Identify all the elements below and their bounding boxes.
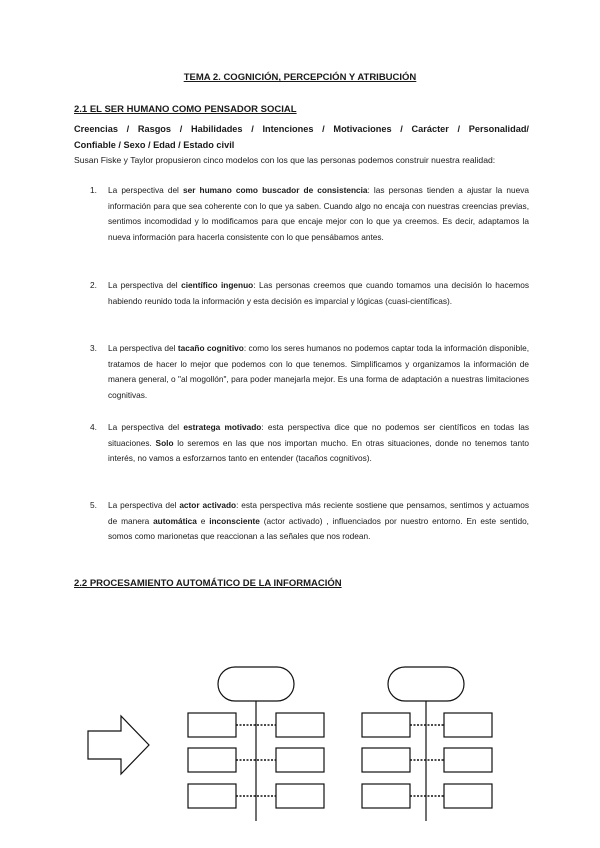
emphasis: inconsciente — [209, 515, 260, 526]
emphasis: actor activado — [179, 500, 237, 510]
left-tree-box — [188, 748, 236, 772]
emphasis: estratega motivado — [183, 422, 262, 432]
emphasis: tacaño cognitivo — [177, 343, 244, 353]
diagram-strokes — [88, 667, 492, 821]
list-text: La perspectiva del actor activado: esta perspectiva más reciente sostiene que pensamos, sentimos y actuamos de manera automática e inconsciente (actor activado) , influenciados por nuestro entorno. En este sentido, somos como marionetas que reaccionan a las señales que nos rodean. — [108, 500, 529, 542]
emphasis: ser humano como buscador de consistencia — [182, 185, 368, 195]
left-root-node — [218, 667, 294, 701]
left-tree-box — [188, 784, 236, 808]
list-text: La perspectiva del tacaño cognitivo: como los seres humanos no podemos captar toda la información disponible, tratamos de hacer lo mejor que podemos con lo que tenemos. Simplificamos y organizamos la información de manera general, o "al mogollón", para poder manejarla mejor. Es una forma de adaptación a nuestras limitaciones cognitivas. — [108, 343, 530, 400]
page-title: TEMA 2. COGNICIÓN, PERCEPCIÓN Y ATRIBUCIÓN — [183, 72, 417, 83]
right-tree-box — [444, 713, 492, 737]
concept-list-line-2: Confiable / Sexo / Edad / Estado civil — [74, 140, 235, 150]
right-root-node — [388, 667, 464, 701]
list-number: 1. — [90, 185, 97, 195]
list-item — [74, 498, 529, 545]
left-tree-box — [276, 713, 324, 737]
section-heading-2-2: 2.2 PROCESAMIENTO AUTOMÁTICO DE LA INFORMACIÓN — [74, 578, 342, 589]
right-tree-box — [362, 713, 410, 737]
section-heading-2-1: 2.1 EL SER HUMANO COMO PENSADOR SOCIAL — [74, 104, 297, 115]
list-number: 4. — [90, 422, 97, 432]
left-tree-box — [276, 784, 324, 808]
list-text: La perspectiva del estratega motivado: esta perspectiva dice que no podemos ser científicos en todas las situaciones. Solo lo seremos en las que nos importan mucho. En otras situaciones, donde no tenemos tanto interés, no vamos a esforzarnos tanto en entender (tacaños cognitivos). — [108, 422, 529, 464]
right-dotted-connectors — [410, 725, 444, 796]
list-number: 3. — [90, 343, 97, 353]
right-arrow-icon — [88, 716, 149, 774]
right-tree-box — [362, 748, 410, 772]
right-tree-box — [362, 784, 410, 808]
list-number: 2. — [90, 280, 97, 290]
list-text: La perspectiva del ser humano como buscador de consistencia: las personas tienden a ajustar la nueva información para que sea coherente con lo que ya saben. Cuando algo no encaja con nuestras creencias previas, sentimos incomodidad y lo modificamos para que encaje mejor con lo que ya creemos. Es decir, adaptamos la nueva información para hacerla consistente con lo que pensábamos antes. — [108, 185, 529, 242]
list-item — [74, 183, 529, 245]
list-item — [74, 278, 529, 309]
left-tree-box — [276, 748, 324, 772]
emphasis: Solo — [155, 437, 174, 448]
list-item — [74, 341, 529, 403]
list-item — [74, 420, 529, 467]
left-tree-box — [188, 713, 236, 737]
intro-paragraph: Susan Fiske y Taylor propusieron cinco modelos con los que las personas podemos construir nuestra realidad: — [74, 155, 496, 165]
right-tree-box — [444, 748, 492, 772]
list-text: La perspectiva del científico ingenuo: Las personas creemos que cuando tomamos una decisión lo hacemos habiendo reunido toda la información y esta decisión es imparcial y lógicas (cuasi-científicas). — [108, 280, 529, 306]
list-number: 5. — [90, 500, 97, 510]
processing-diagram — [0, 600, 600, 848]
concept-list-line-1: Creencias / Rasgos / Habilidades / Intenciones / Motivaciones / Carácter / Personalidad/ — [74, 124, 529, 134]
emphasis: automática — [153, 515, 197, 526]
emphasis: científico ingenuo — [181, 280, 254, 290]
right-tree-box — [444, 784, 492, 808]
